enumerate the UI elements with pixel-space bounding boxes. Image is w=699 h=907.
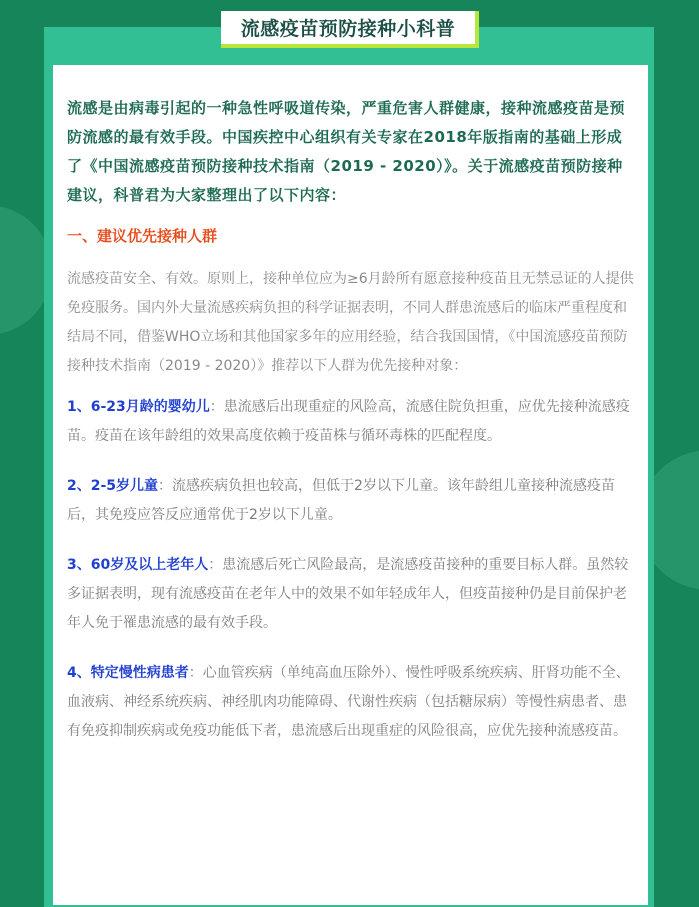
intro-paragraph: 流感是由病毒引起的一种急性呼吸道传染，严重危害人群健康，接种流感疫苗是预防流感的最有效手段。中国疾控中心组织有关专家在2018年版指南的基础上形成了《中国流感疫苗预防接种技术指南（2019 - 2020）》。关于流感疫苗预防接种建议，科普君为大家整理出了以下内容： — [67, 99, 626, 204]
list-item — [67, 393, 634, 451]
list-item — [67, 659, 634, 746]
page-title: 流感疫苗预防接种小科普 — [240, 18, 456, 40]
item-description: ：患流感后出现重症的风险高，流感住院负担重，应优先接种流感疫苗。疫苗在该年龄组的效果高度依赖于疫苗株与循环毒株的匹配程度。 — [67, 399, 630, 444]
item-description: ：流感疾病负担也较高，但低于2岁以下儿童。该年龄组儿童接种流感疫苗后，其免疫应答反应通常优于2岁以下儿童。 — [67, 478, 615, 523]
item-label: 4、特定慢性病患者 — [67, 665, 189, 681]
item-label: 2、2-5岁儿童 — [67, 478, 159, 494]
section-heading: 一、建议优先接种人群 — [67, 227, 218, 245]
item-label: 1、6-23月龄的婴幼儿 — [67, 399, 210, 415]
section-paragraph: 流感疫苗安全、有效。原则上，接种单位应为≥6月龄所有愿意接种疫苗且无禁忌证的人提供免疫服务。国内外大量流感疾病负担的科学证据表明，不同人群患流感后的临床严重程度和结局不同，借鉴WHO立场和其他国家多年的应用经验，结合我国国情，《中国流感疫苗预防接种技术指南（2019 - 2020）》推荐以下人群为优先接种对象： — [67, 271, 634, 374]
item-description: ：患流感后死亡风险最高，是流感疫苗接种的重要目标人群。虽然较多证据表明，现有流感疫苗在老年人中的效果不如年轻成年人，但疫苗接种仍是目前保护老年人免于罹患流感的最有效手段。 — [67, 557, 629, 631]
list-item — [67, 472, 634, 530]
item-label: 3、60岁及以上老年人 — [67, 557, 209, 573]
item-description: ：心血管疾病（单纯高血压除外）、慢性呼吸系统疾病、肝肾功能不全、血液病、神经系统疾病、神经肌肉功能障碍、代谢性疾病（包括糖尿病）等慢性病患者、患有免疫抑制疾病或免疫功能低下者，患流感后出现重症的风险很高，应优先接种流感疫苗。 — [67, 665, 630, 739]
content-card — [53, 65, 648, 905]
list-item — [67, 551, 634, 638]
title-banner — [221, 11, 479, 48]
